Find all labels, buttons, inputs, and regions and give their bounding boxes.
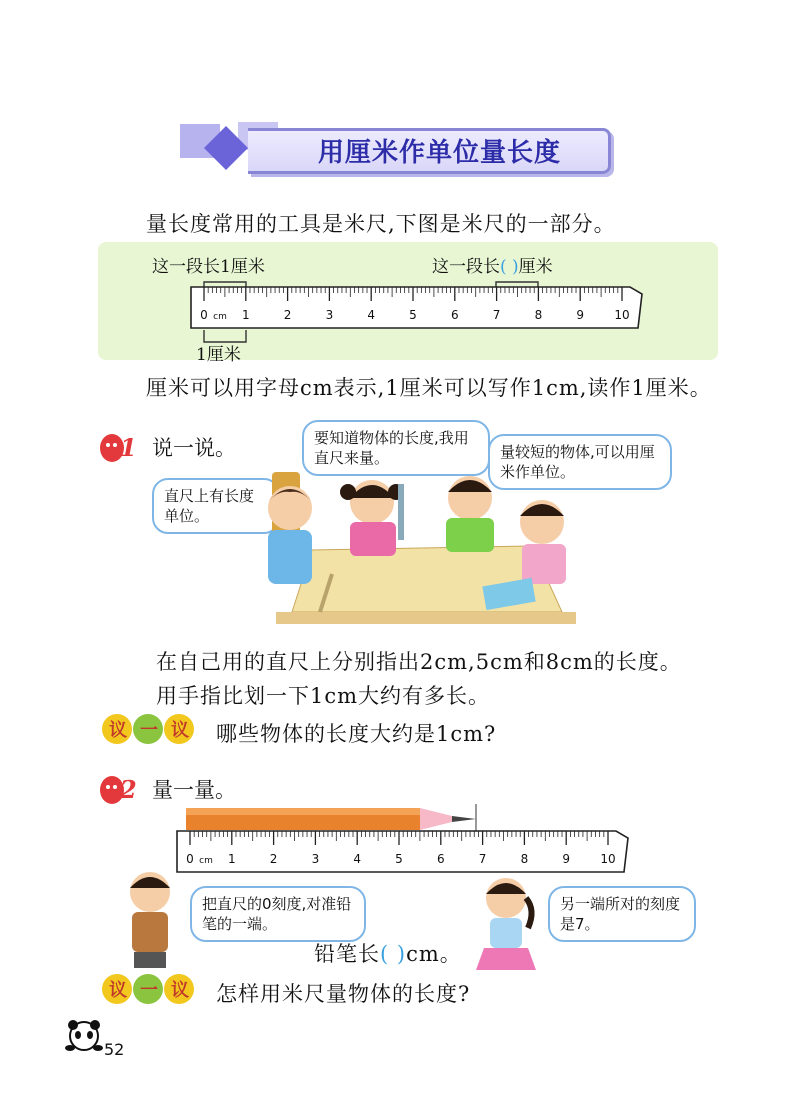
speech-bubble-a: 直尺上有长度单位。 — [152, 478, 280, 534]
section-number-1-icon — [96, 428, 146, 464]
speech-bubble-boy: 把直尺的0刻度,对准铅笔的一端。 — [190, 886, 366, 942]
ruler-tick-label: 7 — [478, 852, 487, 866]
answer-blank-2[interactable]: ( ) — [380, 942, 407, 966]
ruler-tick-label: 6 — [450, 308, 459, 322]
ruler-label-left: 这一段长1厘米 — [152, 257, 265, 277]
ruler-tick-label: 4 — [353, 852, 362, 866]
ruler-tick-label: 10 — [614, 308, 630, 322]
section-number-1: 1 — [120, 433, 137, 462]
ruler-tick-label: 0 — [200, 308, 208, 322]
panda-icon — [64, 1018, 104, 1054]
ruler-label-right-suffix: 厘米 — [518, 257, 553, 277]
section-2-heading: 量一量。 — [152, 778, 236, 802]
ruler-tick-label: 3 — [311, 852, 320, 866]
ruler-tick-label: 1 — [241, 308, 250, 322]
badge-char-1: 议 — [109, 980, 127, 1001]
ruler-tick-label: 1 — [227, 852, 236, 866]
badge-char-2: 一 — [140, 720, 158, 741]
ruler-tick-label: 7 — [492, 308, 501, 322]
ruler-1-graphic — [190, 286, 646, 332]
discuss-2-text: 怎样用米尺量物体的长度? — [216, 982, 471, 1006]
answer-blank: ( ) — [500, 257, 519, 277]
ruler-tick-label: 6 — [436, 852, 445, 866]
task-1-text: 在自己用的直尺上分别指出2cm,5cm和8cm的长度。 — [156, 650, 682, 674]
ruler-tick-label: 10 — [600, 852, 616, 866]
intro-text: 量长度常用的工具是米尺,下图是米尺的一部分。 — [146, 212, 616, 236]
speech-bubble-c: 量较短的物体,可以用厘米作单位。 — [488, 434, 672, 490]
page-number: 52 — [104, 1040, 125, 1059]
cm-note: 厘米可以用字母cm表示,1厘米可以写作1cm,读作1厘米。 — [146, 376, 712, 400]
ruler-tick-label: 8 — [534, 308, 543, 322]
section-number-2: 2 — [120, 775, 137, 804]
ruler-tick-label: 4 — [367, 308, 376, 322]
badge-char-1: 议 — [109, 720, 127, 741]
ruler-below-label: 1厘米 — [196, 345, 241, 365]
ruler-tick-label: 5 — [409, 308, 417, 322]
speech-bubble-girl: 另一端所对的刻度是7。 — [548, 886, 696, 942]
discuss-badge-2 — [100, 972, 196, 1006]
ruler-tick-label: 9 — [576, 308, 585, 322]
boy-illustration — [110, 866, 190, 970]
pencil-answer — [314, 938, 462, 968]
ruler-unit-label: cm — [213, 312, 227, 322]
ruler-unit-label: cm — [199, 856, 213, 866]
ruler-2-graphic — [176, 830, 632, 876]
ruler-tick-label: 5 — [395, 852, 403, 866]
speech-bubble-b: 要知道物体的长度,我用直尺来量。 — [302, 420, 490, 476]
badge-char-2: 一 — [140, 980, 158, 1001]
answer-prefix: 铅笔长 — [314, 942, 380, 966]
discuss-1-text: 哪些物体的长度大约是1cm? — [216, 722, 497, 746]
ruler-tick-label: 2 — [283, 308, 292, 322]
children-at-table-illustration — [232, 462, 608, 640]
page-title: 用厘米作单位量长度 — [318, 138, 562, 168]
ruler-tick-label: 2 — [269, 852, 278, 866]
ruler-label-right-prefix: 这一段长 — [432, 257, 500, 277]
ruler-1 — [190, 286, 646, 332]
answer-suffix: cm。 — [406, 942, 462, 966]
ruler-tick-label: 0 — [186, 852, 194, 866]
task-2-text: 用手指比划一下1cm大约有多长。 — [156, 684, 491, 708]
ruler-tick-label: 9 — [562, 852, 571, 866]
ruler-tick-label: 3 — [325, 308, 334, 322]
ruler-tick-label: 8 — [520, 852, 529, 866]
badge-char-3: 议 — [171, 720, 189, 741]
section-number-2-icon — [96, 770, 146, 806]
discuss-badge-1 — [100, 712, 196, 746]
girl-illustration — [466, 870, 542, 974]
section-1-heading: 说一说。 — [152, 436, 236, 460]
ruler-2 — [176, 830, 632, 876]
badge-char-3: 议 — [171, 980, 189, 1001]
